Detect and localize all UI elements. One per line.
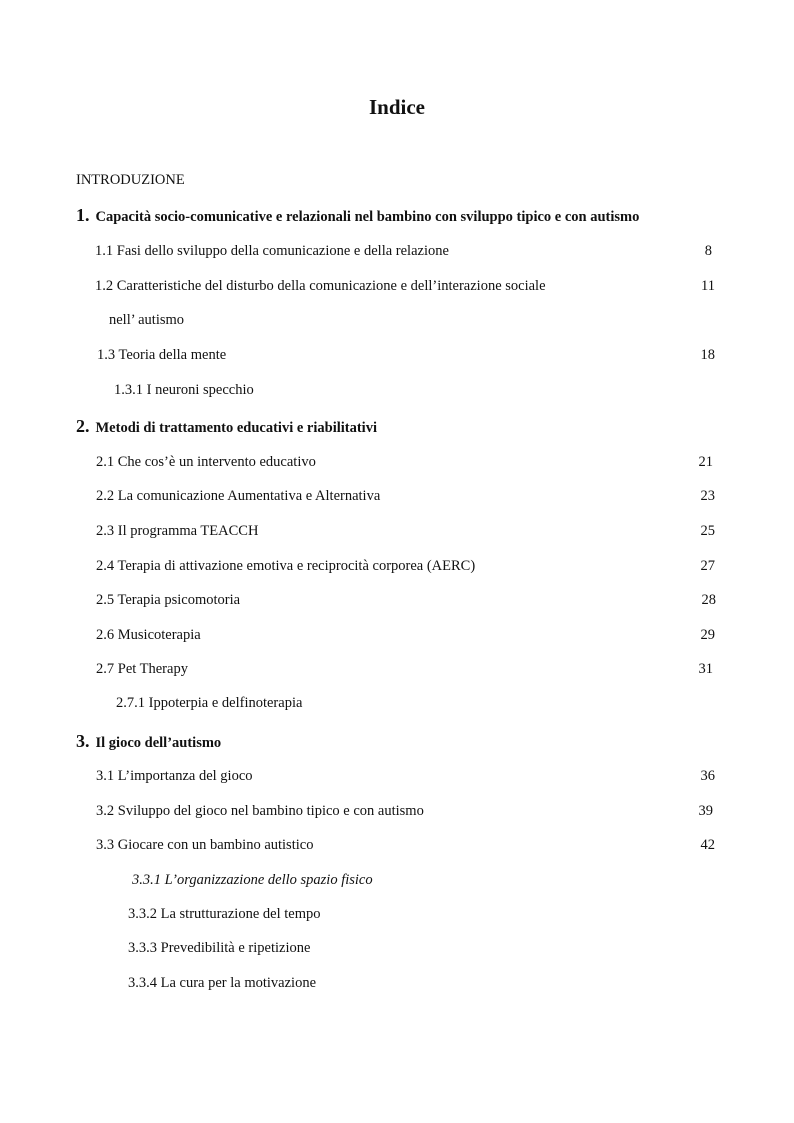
toc-page-number: 42	[700, 837, 715, 853]
toc-entry: 2.1 Che cos’è un intervento educativo	[96, 454, 316, 470]
chapter-number: 1.	[76, 205, 90, 225]
chapter-title: Il gioco dell’autismo	[95, 735, 222, 751]
toc-entry: 2.3 Il programma TEACCH	[96, 523, 259, 539]
toc-page-number: 39	[698, 803, 713, 819]
toc-entry: 2.5 Terapia psicomotoria	[96, 592, 241, 608]
toc-page-number: 23	[700, 488, 715, 504]
chapter-number: 2.	[76, 416, 90, 436]
page-title: Indice	[368, 95, 425, 119]
toc-entry: 2.2 La comunicazione Aumentativa e Alternativa	[96, 488, 381, 504]
toc-entry: 3.3.2 La strutturazione del tempo	[128, 906, 321, 922]
toc-page-number: 18	[700, 347, 715, 363]
toc-page-number: 36	[700, 768, 715, 784]
toc-entry: 3.3.1 L’organizzazione dello spazio fisico	[132, 872, 373, 888]
chapter-1-heading	[76, 205, 639, 226]
toc-entry: 2.4 Terapia di attivazione emotiva e reciprocità corporea (AERC)	[96, 558, 476, 574]
toc-entry: 2.6 Musicoterapia	[96, 627, 201, 643]
toc-page-number: 31	[698, 661, 713, 677]
toc-entry: nell’ autismo	[109, 312, 185, 328]
toc-page-number: 21	[698, 454, 713, 470]
chapter-title: Metodi di trattamento educativi e riabilitativi	[95, 420, 377, 436]
toc-page-number: 27	[700, 558, 715, 574]
toc-page-number: 28	[701, 592, 716, 608]
toc-entry: 2.7.1 Ippoterpia e delfinoterapia	[116, 695, 303, 711]
toc-entry: 3.1 L’importanza del gioco	[96, 768, 253, 784]
toc-page-number: 8	[704, 243, 712, 259]
toc-entry: 2.7 Pet Therapy	[96, 661, 188, 677]
chapter-title: Capacità socio-comunicative e relazionali nel bambino con sviluppo tipico e con autismo	[95, 209, 640, 225]
toc-entry: 1.2 Caratteristiche del disturbo della comunicazione e dell’interazione sociale	[95, 278, 546, 294]
chapter-number: 3.	[76, 731, 90, 751]
toc-entry: 3.3.4 La cura per la motivazione	[128, 975, 317, 991]
toc-page-number: 11	[701, 278, 715, 294]
chapter-3-heading	[76, 731, 221, 752]
toc-page-number: 29	[700, 627, 715, 643]
toc-entry: 1.1 Fasi dello sviluppo della comunicazione e della relazione	[95, 243, 449, 259]
toc-entry: 3.3.3 Prevedibilità e ripetizione	[128, 940, 311, 956]
intro-heading: INTRODUZIONE	[76, 172, 185, 188]
toc-entry: 1.3 Teoria della mente	[97, 347, 227, 363]
toc-entry: 3.3 Giocare con un bambino autistico	[96, 837, 314, 853]
toc-page-number: 25	[700, 523, 715, 539]
chapter-2-heading	[76, 416, 377, 437]
toc-entry: 1.3.1 I neuroni specchio	[114, 382, 254, 398]
toc-entry: 3.2 Sviluppo del gioco nel bambino tipico e con autismo	[96, 803, 424, 819]
